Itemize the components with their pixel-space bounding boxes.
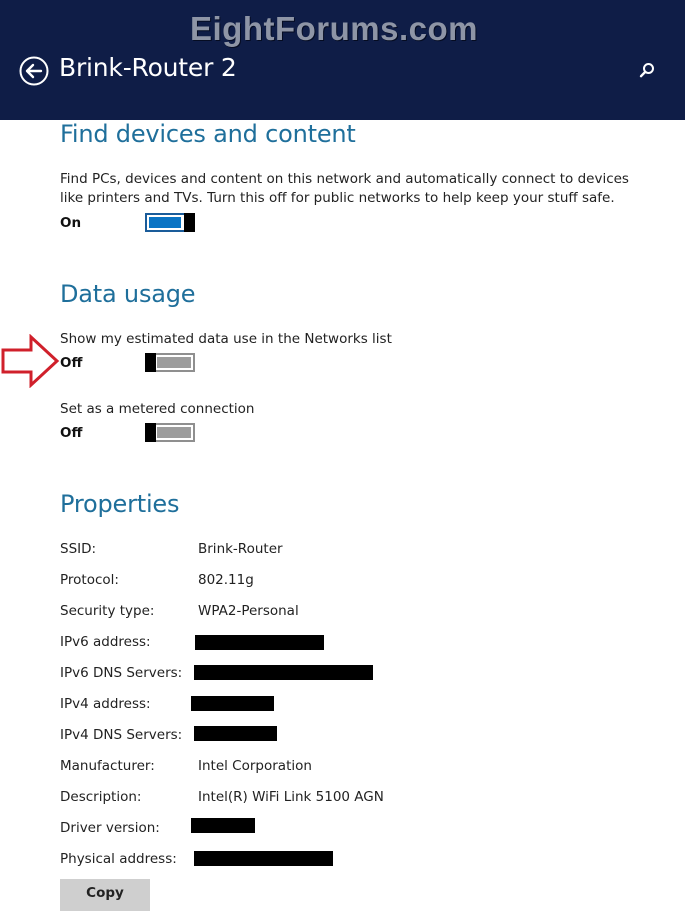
ipv4-dns-label: IPv4 DNS Servers:	[60, 727, 183, 743]
search-button[interactable]	[636, 60, 658, 82]
ipv4-address-label: IPv4 address:	[60, 696, 151, 712]
description-value: Intel(R) WiFi Link 5100 AGN	[198, 789, 384, 805]
toggle-thumb[interactable]	[145, 353, 156, 372]
ipv6-dns-redacted	[194, 665, 373, 680]
data-usage-heading: Data usage	[60, 280, 196, 308]
show-estimated-toggle-state: Off	[60, 355, 83, 371]
toggle-thumb[interactable]	[145, 423, 156, 442]
ssid-value: Brink-Router	[198, 541, 283, 557]
manufacturer-label: Manufacturer:	[60, 758, 155, 774]
copy-button[interactable]: Copy	[60, 879, 150, 911]
manufacturer-value: Intel Corporation	[198, 758, 312, 774]
physical-address-label: Physical address:	[60, 851, 177, 867]
ipv6-address-redacted	[195, 635, 324, 650]
security-type-value: WPA2-Personal	[198, 603, 299, 619]
toggle-track	[149, 217, 181, 228]
physical-address-redacted	[194, 851, 333, 866]
driver-version-redacted	[191, 818, 255, 833]
back-button[interactable]	[19, 56, 49, 86]
metered-toggle[interactable]	[145, 423, 195, 442]
find-devices-heading: Find devices and content	[60, 120, 356, 148]
ssid-label: SSID:	[60, 541, 97, 557]
security-type-label: Security type:	[60, 603, 155, 619]
metered-connection-label: Set as a metered connection	[60, 401, 255, 417]
show-estimated-label: Show my estimated data use in the Networks list	[60, 331, 392, 347]
find-devices-description: Find PCs, devices and content on this network and automatically connect to devices like printers and TVs. Turn this off for public networks to help keep your stuff safe.	[60, 171, 629, 206]
ipv4-address-redacted	[191, 696, 274, 711]
protocol-label: Protocol:	[60, 572, 119, 588]
find-devices-toggle[interactable]	[145, 213, 195, 232]
toggle-track	[157, 427, 191, 438]
app-header	[0, 0, 685, 120]
search-icon	[636, 60, 658, 82]
watermark-text: EightForums.com	[189, 10, 479, 47]
back-arrow-circle-icon	[19, 56, 49, 86]
page-title: Brink-Router 2	[59, 53, 237, 82]
ipv6-dns-label: IPv6 DNS Servers:	[60, 665, 183, 681]
protocol-value: 802.11g	[198, 572, 254, 588]
network-settings-content	[0, 120, 685, 900]
find-devices-toggle-state: On	[60, 215, 82, 231]
metered-toggle-state: Off	[60, 425, 83, 441]
ipv4-dns-redacted	[194, 726, 277, 741]
ipv6-address-label: IPv6 address:	[60, 634, 151, 650]
toggle-thumb[interactable]	[184, 213, 195, 232]
toggle-track	[157, 357, 191, 368]
red-arrow-icon	[0, 334, 60, 388]
show-estimated-toggle[interactable]	[145, 353, 195, 372]
properties-heading: Properties	[60, 490, 180, 518]
driver-version-label: Driver version:	[60, 820, 160, 836]
description-label: Description:	[60, 789, 142, 805]
